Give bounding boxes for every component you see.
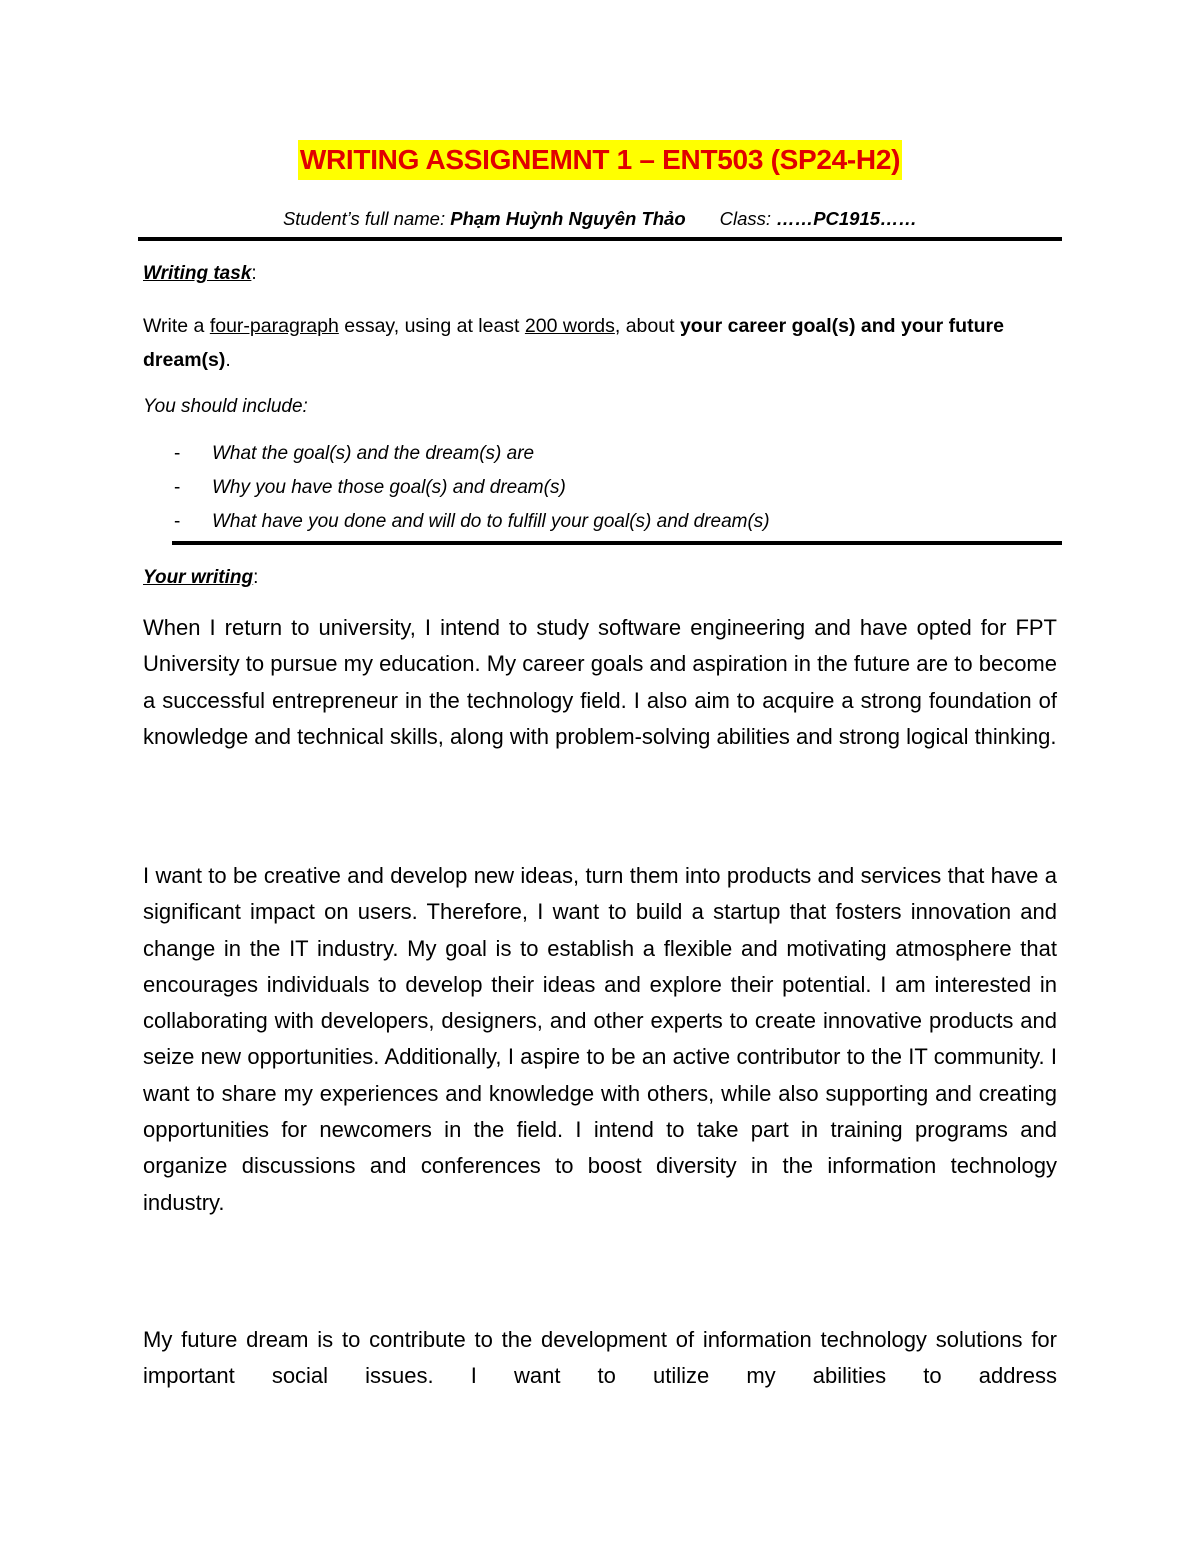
assignment-title: WRITING ASSIGNEMNT 1 – ENT503 (SP24-H2): [298, 140, 902, 180]
include-label: You should include:: [143, 396, 308, 417]
student-name-label: Student’s full name:: [282, 208, 446, 229]
task-intro-3: , about: [614, 315, 680, 337]
task-intro-2: essay, using at least: [338, 315, 525, 337]
title-block: [0, 140, 1200, 180]
list-item: - What the goal(s) and the dream(s) are: [174, 443, 535, 464]
essay-paragraph-2: I want to be creative and develop new ideas, turn them into products and services that have a significant impact on users. Therefore, I want to build a startup that fosters innovation and change in the IT industry. My goal is to establish a flexible and motivating atmosphere that encourages individuals to develop their ideas and explore their potential. I am interested in collaborating with developers, designers, and other experts to create innovative products and seize new opportunities. Additionally, I aspire to be an active contributor to the IT community. I want to share my experiences and knowledge with others, while also supporting and creating opportunities for newcomers in the field. I intend to take part in training programs and organize discussions and conferences to boost diversity in the information technology industry.: [143, 863, 1057, 1215]
class-value: ……PC1915……: [776, 208, 918, 229]
list-item: - Why you have those goal(s) and dream(s): [174, 477, 566, 498]
writing-task-label: Writing task: [143, 263, 252, 284]
bullet-text: What have you done and will do to fulfill your goal(s) and dream(s): [212, 511, 770, 532]
task-period: .: [225, 349, 231, 371]
writing-task-colon: :: [251, 263, 257, 284]
writing-task-heading: [143, 261, 257, 287]
essay-paragraph-3: My future dream is to contribute to the development of information technology solutions for important social issues. I want to utilize my abilities to address: [143, 1327, 1057, 1389]
list-item: - What have you done and will do to fulfill your goal(s) and dream(s): [174, 511, 770, 532]
your-writing-heading: [143, 565, 258, 591]
class-label: Class:: [719, 208, 772, 229]
your-writing-label: Your writing: [143, 567, 254, 588]
four-paragraph-text: four-paragraph: [209, 315, 339, 337]
your-writing-colon: :: [253, 567, 259, 588]
task-instructions: [143, 309, 1063, 377]
top-divider: [138, 237, 1062, 241]
bullet-text: Why you have those goal(s) and dream(s): [212, 477, 566, 498]
task-intro-1: Write a: [143, 315, 210, 337]
task-topic: your career goal(s) and your future dream(s): [143, 315, 1004, 371]
bullet-text: What the goal(s) and the dream(s) are: [212, 443, 535, 464]
student-name: Phạm Huỳnh Nguyên Thảo: [450, 208, 686, 229]
bottom-divider: [172, 541, 1062, 545]
word-count-text: 200 words: [524, 315, 615, 337]
student-info-line: [0, 205, 1200, 233]
essay-paragraph-1: When I return to university, I intend to study software engineering and have opted for FPT University to pursue my education. My career goals and aspiration in the future are to become a successful entrepreneur in the technology field. I also aim to acquire a strong foundation of knowledge and technical skills, along with problem-solving abilities and strong logical thinking.: [143, 615, 1057, 749]
include-list: [172, 441, 770, 543]
